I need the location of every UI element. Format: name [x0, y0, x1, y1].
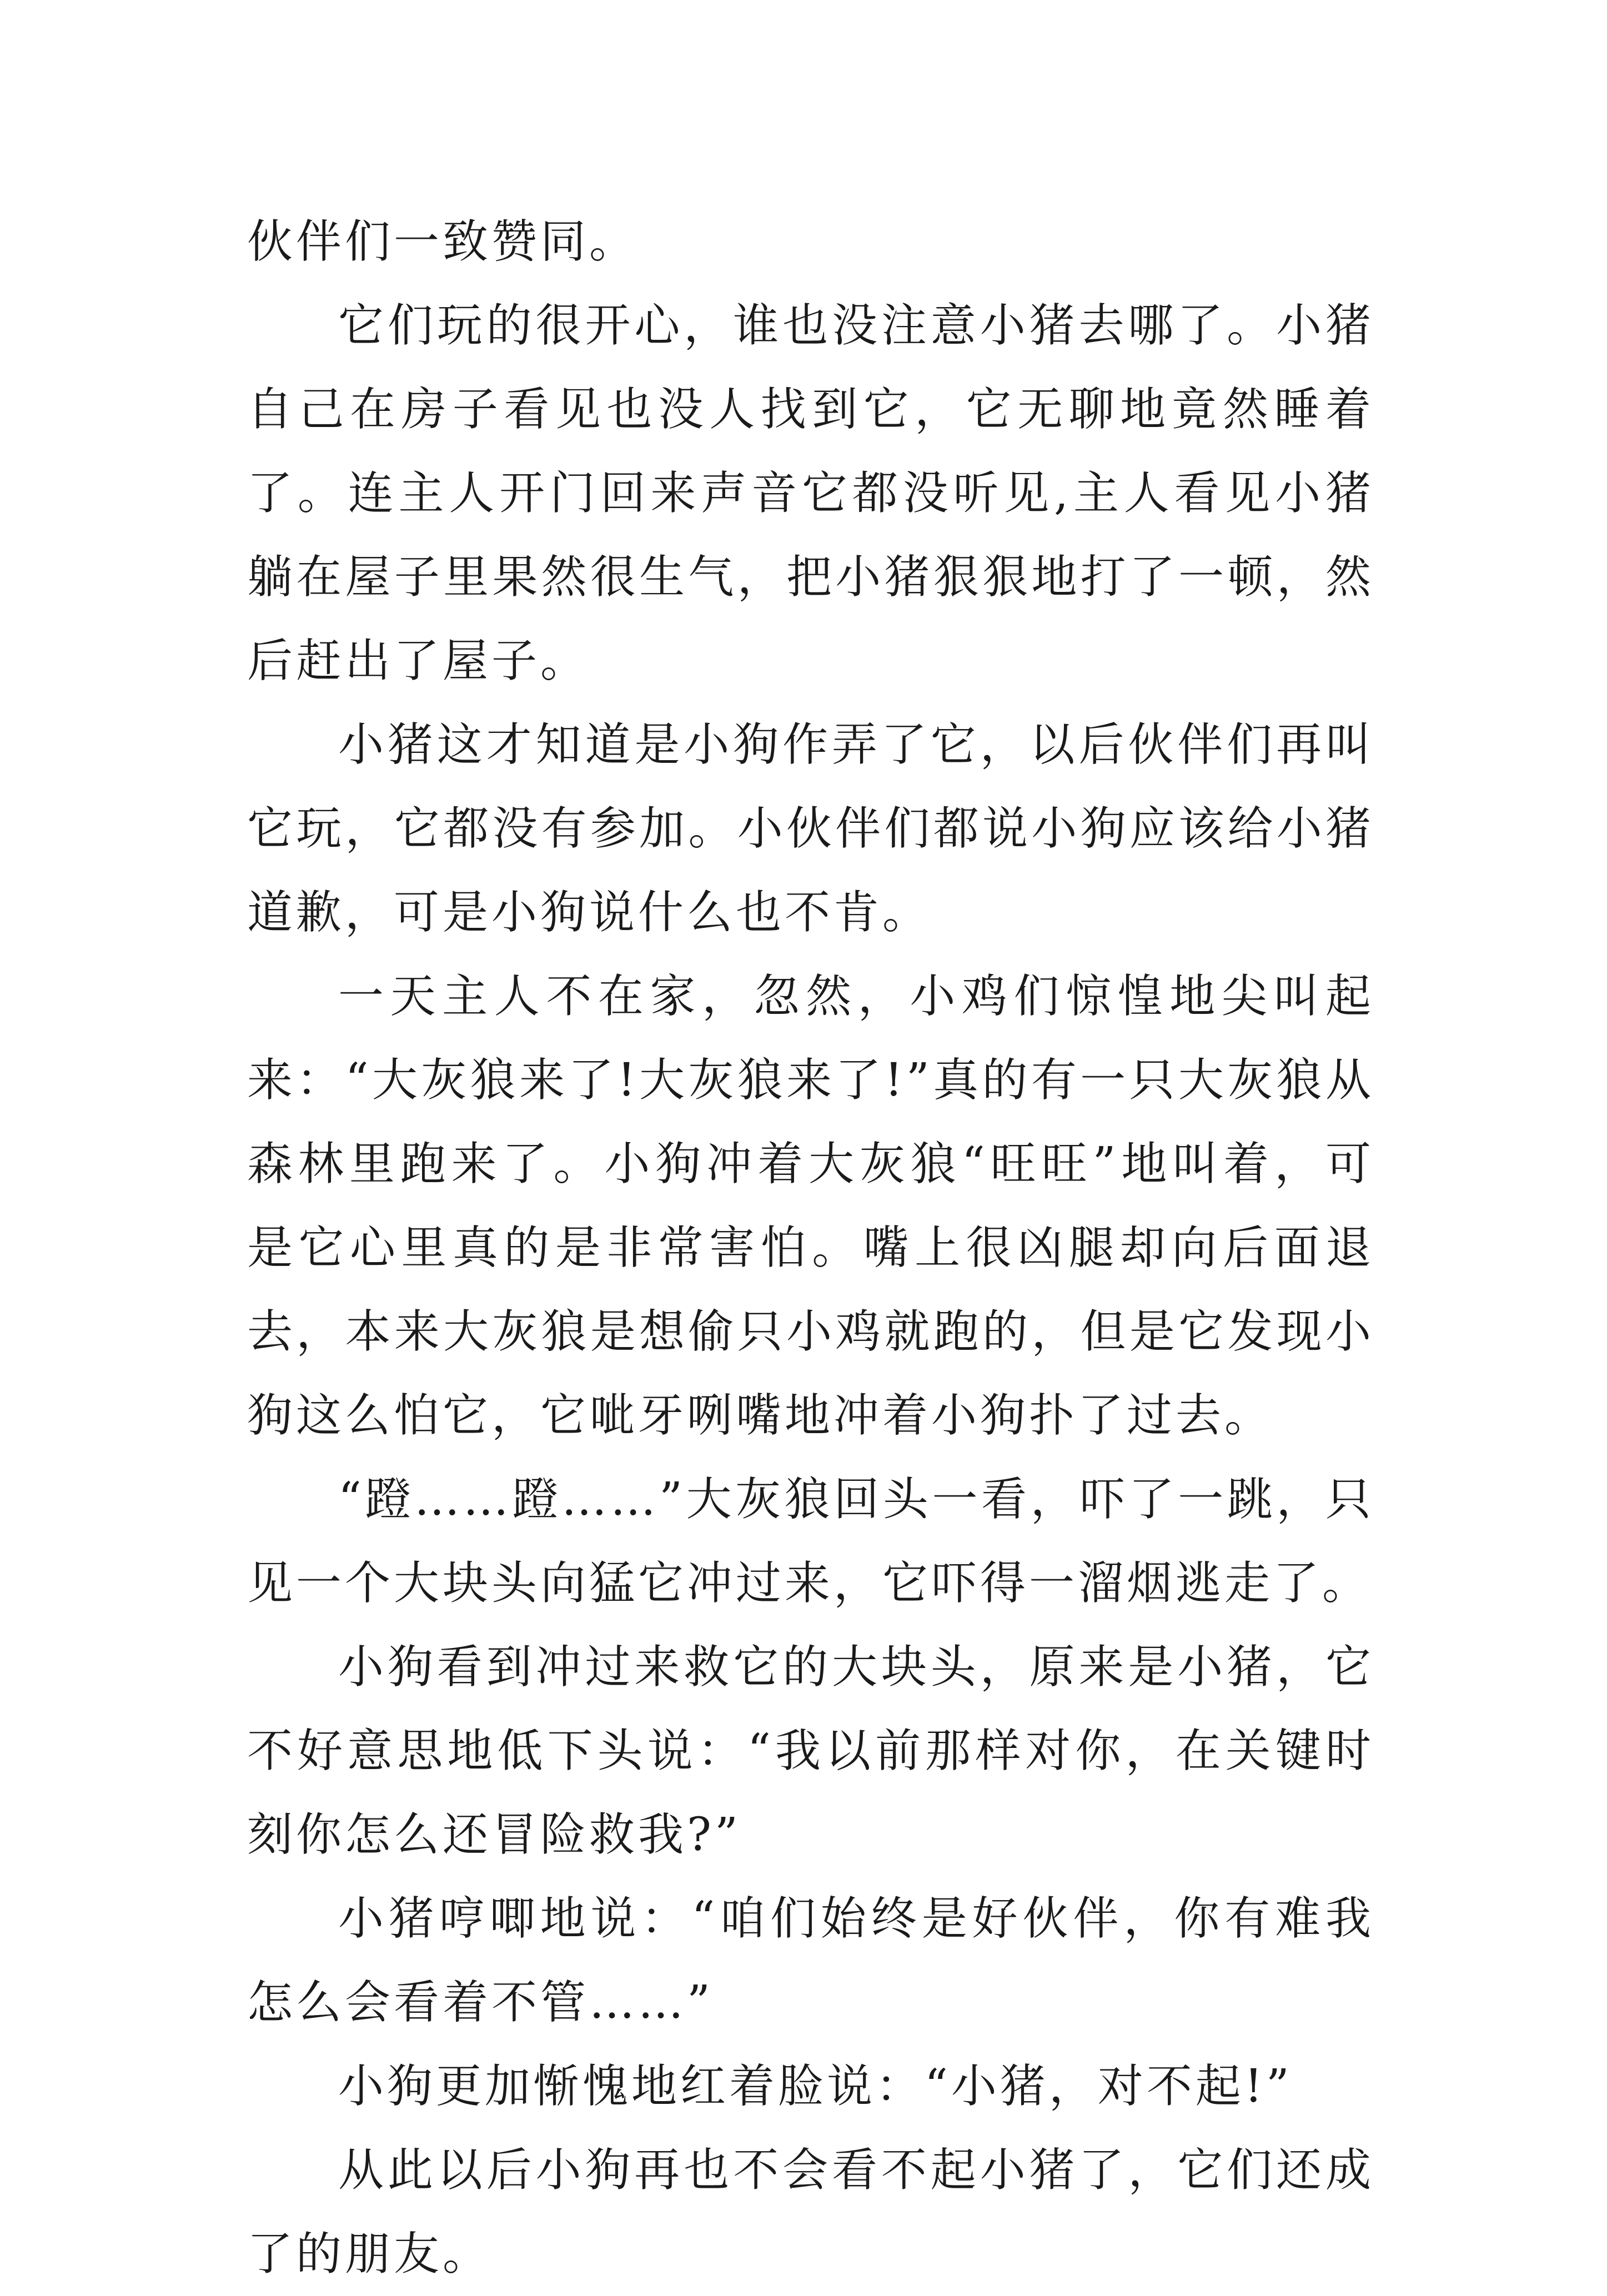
paragraph-3: 小猪这才知道是小狗作弄了它，以后伙伴们再叫它玩，它都没有参加。小伙伴们都说小狗应该给小猪道歉，可是小狗说什么也不肯。	[247, 719, 1374, 939]
paragraph-4: 一天主人不在家，忽然，小鸡们惊惶地尖叫起来：“大灰狼来了!大灰狼来了!”真的有一只大灰狼从森林里跑来了。小狗冲着大灰狼“旺旺”地叫着，可是它心里真的是非常害怕。嘴上很凶腿却向后面退去，本来大灰狼是想偷只小鸡就跑的，但是它发现小狗这么怕它，它呲牙咧嘴地冲着小狗扑了过去。	[247, 970, 1374, 1442]
paragraph-6: 小狗看到冲过来救它的大块头，原来是小猪，它不好意思地低下头说：“我以前那样对你，在关键时刻你怎么还冒险救我?”	[247, 1641, 1374, 1861]
story-text	[247, 200, 1374, 2296]
paragraph-8: 小狗更加惭愧地红着脸说：“小猪，对不起!”	[338, 2060, 1293, 2113]
paragraph-9: 从此以后小狗再也不会看不起小猪了，它们还成了的朋友。	[247, 2144, 1374, 2280]
paragraph-2: 它们玩的很开心，谁也没注意小猪去哪了。小猪自己在房子看见也没人找到它，它无聊地竟然睡着了。连主人开门回来声音它都没听见,主人看见小猪躺在屋子里果然很生气，把小猪狠狠地打了一顿，然后赶出了屋子。	[247, 299, 1374, 687]
paragraph-5: “蹬……蹬……”大灰狼回头一看，吓了一跳，只见一个大块头向猛它冲过来，它吓得一溜烟逃走了。	[247, 1473, 1374, 1610]
paragraph-1: 伙伴们一致赞同。	[247, 215, 639, 268]
paragraph-7: 小猪哼唧地说：“咱们始终是好伙伴，你有难我怎么会看着不管……”	[247, 1892, 1374, 2029]
